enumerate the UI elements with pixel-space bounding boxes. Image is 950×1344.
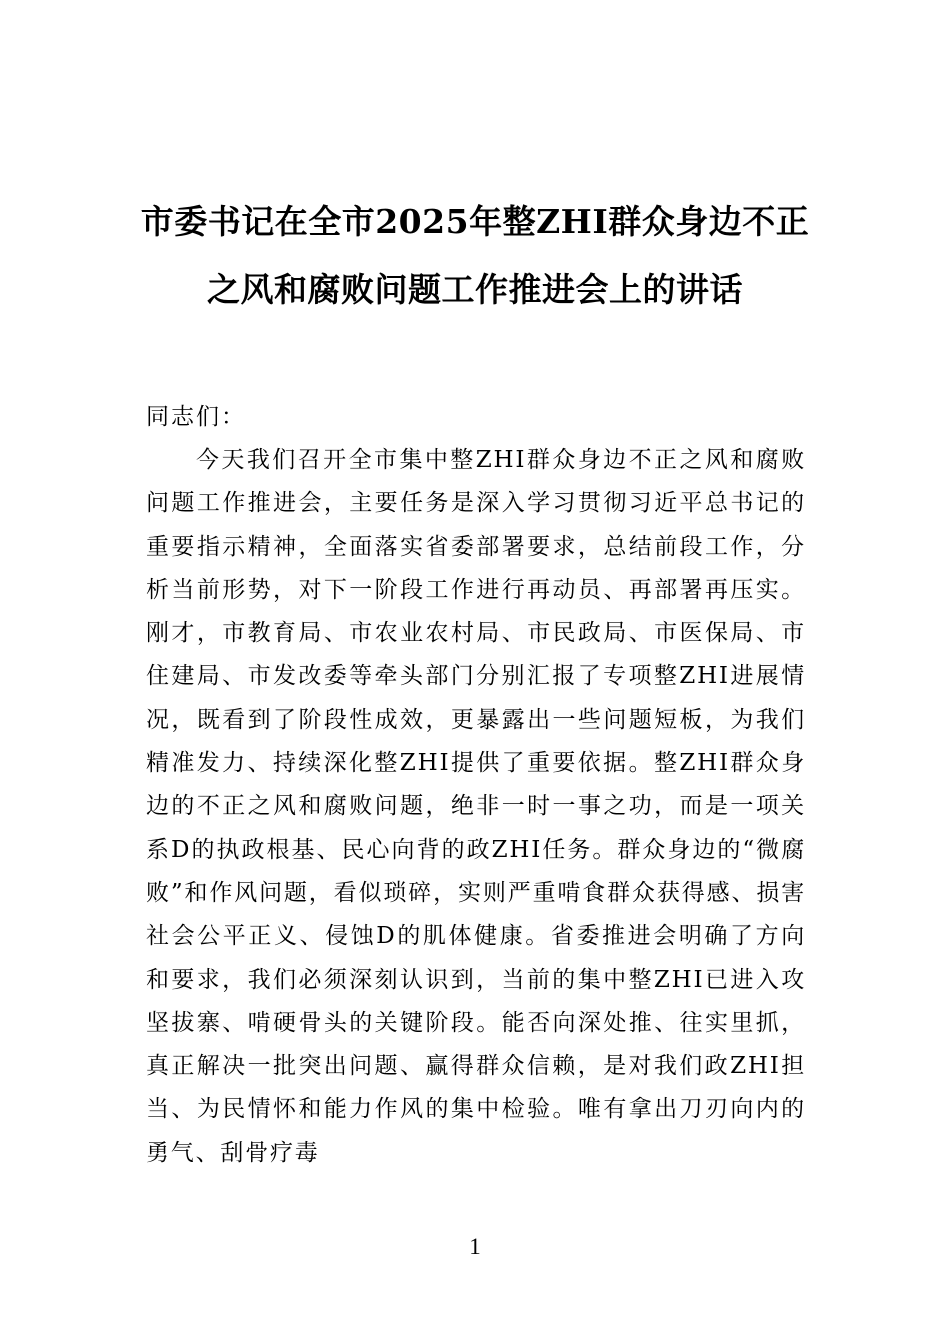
page-number: 1	[469, 1234, 481, 1259]
document-title: 市委书记在全市2025年整ZHI群众身边不正之风和腐败问题工作推进会上的讲话	[140, 202, 810, 309]
body-paragraph: 今天我们召开全市集中整ZHI群众身边不正之风和腐败问题工作推进会，主要任务是深入学习贯彻习近平总书记的重要指示精神，全面落实省委部署要求，总结前段工作，分析当前形势，对下一阶段工作进行再动员、再部署再压实。刚才，市教育局、市农业农村局、市民政局、市医保局、市住建局、市发改委等牵头部门分别汇报了专项整ZHI进展情况，既看到了阶段性成效，更暴露出一些问题短板，为我们精准发力、持续深化整ZHI提供了重要依据。整ZHI群众身边的不正之风和腐败问题，绝非一时一事之功，而是一项关系D的执政根基、民心向背的政ZHI任务。群众身边的“微腐败”和作风问题，看似琐碎，实则严重啃食群众获得感、损害社会公平正义、侵蚀D的肌体健康。省委推进会明确了方向和要求，我们必须深刻认识到，当前的集中整ZHI已进入攻坚拔寨、啃硬骨头的关键阶段。能否向深处推、往实里抓，真正解决一批突出问题、赢得群众信赖，是对我们政ZHI担当、为民情怀和能力作风的集中检验。唯有拿出刀刃向内的勇气、刮骨疗毒	[146, 447, 806, 1166]
salutation: 同志们：	[146, 404, 246, 430]
